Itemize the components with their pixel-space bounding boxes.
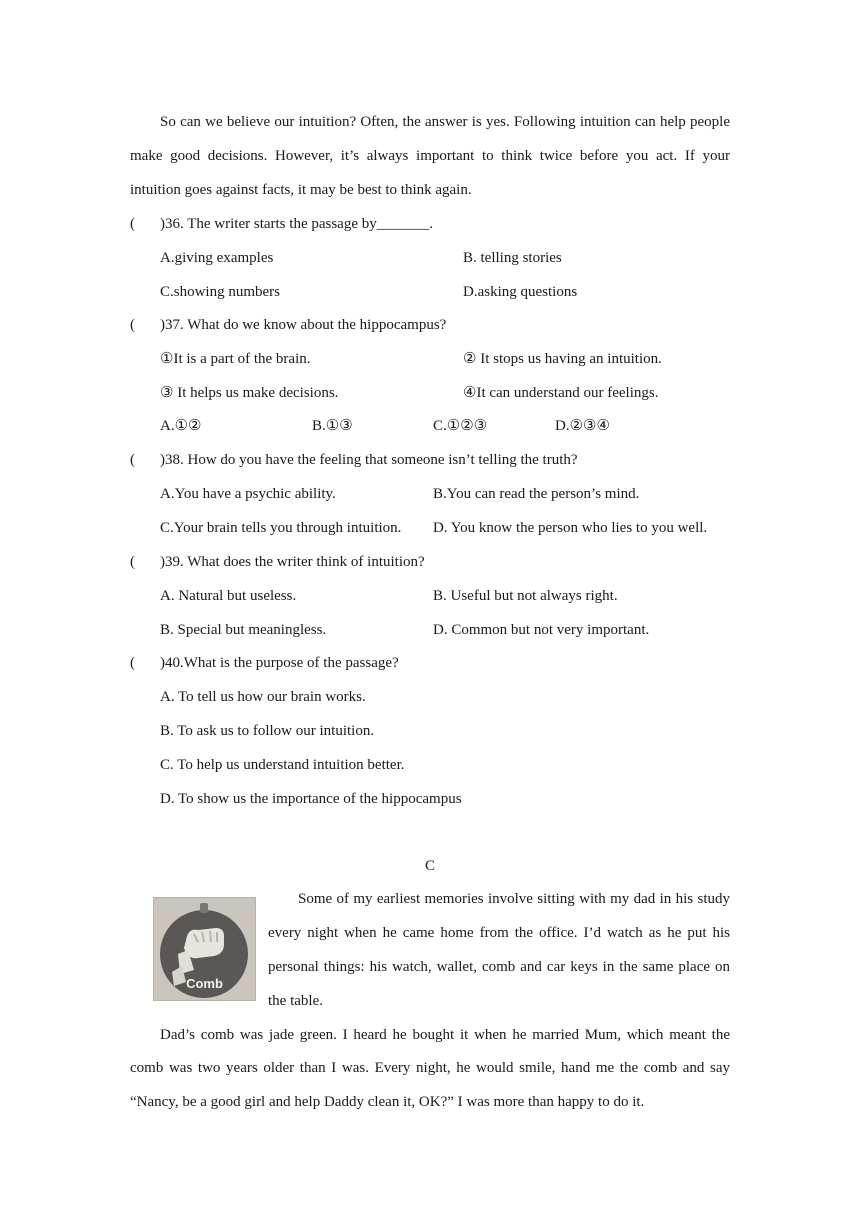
section-c-heading: C <box>424 858 435 874</box>
q36-prompt: )36. The writer starts the passage by_______. <box>160 216 433 232</box>
q38-option-a[interactable]: A.You have a psychic ability. <box>160 486 336 502</box>
q40-option-a[interactable]: A. To tell us how our brain works. <box>160 689 366 705</box>
q40-option-b[interactable]: B. To ask us to follow our intuition. <box>160 723 375 739</box>
q37-option-d[interactable]: D.②③④ <box>555 418 610 434</box>
q36-option-c[interactable]: C.showing numbers <box>160 284 280 300</box>
q38-option-b[interactable]: B.You can read the person’s mind. <box>433 486 640 502</box>
q36-bracket: ( <box>130 216 135 232</box>
intro-line-2: make good decisions. However, it’s always important to think twice before you act. If your <box>130 148 730 164</box>
q40-option-c[interactable]: C. To help us understand intuition better. <box>160 757 405 773</box>
q39-option-d[interactable]: D. Common but not very important. <box>433 622 650 638</box>
q37-statement-2: ② It stops us having an intuition. <box>463 351 662 367</box>
q36-option-b[interactable]: B. telling stories <box>463 250 562 266</box>
q40-prompt: )40.What is the purpose of the passage? <box>160 655 399 671</box>
q37-option-c[interactable]: C.①②③ <box>433 418 488 434</box>
q38-option-d[interactable]: D. You know the person who lies to you well. <box>433 520 708 536</box>
c-p1-line-1: Some of my earliest memories involve sitting with my dad in his study <box>298 891 730 907</box>
q39-option-b[interactable]: B. Useful but not always right. <box>433 588 618 604</box>
c-p2-line-3: “Nancy, be a good girl and help Daddy clean it, OK?” I was more than happy to do it. <box>130 1094 645 1110</box>
q37-statement-3: ③ It helps us make decisions. <box>160 385 339 401</box>
q37-statement-1: ①It is a part of the brain. <box>160 351 311 367</box>
q39-bracket: ( <box>130 554 135 570</box>
c-p1-line-4: the table. <box>268 993 323 1009</box>
q38-prompt: )38. How do you have the feeling that someone isn’t telling the truth? <box>160 452 578 468</box>
q36-option-a[interactable]: A.giving examples <box>160 250 274 266</box>
q37-statement-4: ④It can understand our feelings. <box>463 385 659 401</box>
q37-option-b[interactable]: B.①③ <box>312 418 353 434</box>
intro-line-3: intuition goes against facts, it may be best to think again. <box>130 182 472 198</box>
q38-bracket: ( <box>130 452 135 468</box>
q40-option-d[interactable]: D. To show us the importance of the hippocampus <box>160 791 462 807</box>
q38-option-c[interactable]: C.Your brain tells you through intuition. <box>160 520 402 536</box>
intro-line-1: So can we believe our intuition? Often, the answer is yes. Following intuition can help people <box>160 114 730 130</box>
q40-bracket: ( <box>130 655 135 671</box>
comb-image-label: Comb <box>186 976 223 991</box>
comb-image <box>153 897 256 1001</box>
c-p1-line-3: personal things: his watch, wallet, comb and car keys in the same place on <box>268 959 730 975</box>
q39-option-a[interactable]: A. Natural but useless. <box>160 588 297 604</box>
q39-prompt: )39. What does the writer think of intuition? <box>160 554 425 570</box>
c-p2-line-2: comb was two years older than I was. Every night, he would smile, hand me the comb and say <box>130 1060 730 1076</box>
c-p2-line-1: Dad’s comb was jade green. I heard he bought it when he married Mum, which meant the <box>160 1027 730 1043</box>
q39-option-c[interactable]: B. Special but meaningless. <box>160 622 327 638</box>
q37-option-a[interactable]: A.①② <box>160 418 202 434</box>
q37-prompt: )37. What do we know about the hippocampus? <box>160 317 447 333</box>
q37-bracket: ( <box>130 317 135 333</box>
c-p1-line-2: every night when he came home from the office. I’d watch as he put his <box>268 925 730 941</box>
q36-option-d[interactable]: D.asking questions <box>463 284 578 300</box>
